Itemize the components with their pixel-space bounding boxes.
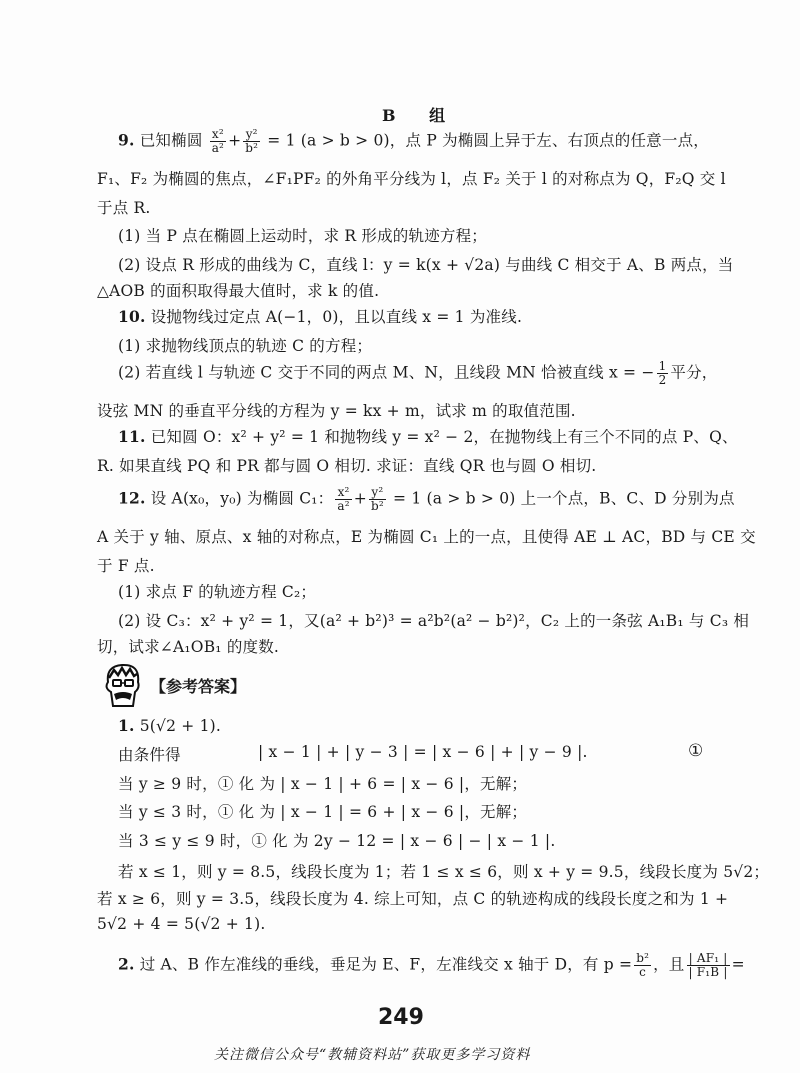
fraction: $\frac{\text{x²}}{\text{a²}}$: [337, 485, 350, 513]
fraction: $\frac{\text{| AF₁ |}}{\text{| F₁B |}}$: [688, 951, 728, 979]
answer-2: 2. 过 A、B 作左准线的垂线，垂足为 E、F，左准线交 x 轴于 D，有 p = $\frac{\text{b²}}{c}$ ，且 $\frac{\text{| AF₁ |}}{\text{| F₁B |}}$ =: [118, 951, 745, 979]
answer-1-condition-equation: | x − 1 | + | y − 3 | = | x − 6 | + | y − 9 |.: [258, 743, 588, 761]
footer-note: 关注微信公众号“教辅资料站”获取更多学习资料: [214, 1047, 531, 1063]
student-icon: [100, 662, 146, 708]
problem-9-line-1: 9. 已知椭圆 $\frac{\text{x²}}{\text{a²}}$ + $\frac{\text{y²}}{\text{b²}}$ = 1 (a > b > 0)，点 P 为椭圆上异于左、右顶点的任意一点，: [118, 127, 709, 155]
problem-10-part-1: (1) 求抛物线顶点的轨迹 C 的方程；: [118, 337, 373, 355]
section-title: B 组: [382, 106, 460, 125]
problem-10-line-1: 10. 设抛物线过定点 A(−1，0)，且以直线 x = 1 为准线.: [118, 307, 523, 326]
problem-9-part-2: (2) 设点 R 形成的曲线为 C，直线 l：y = k(x + √2a) 与曲线 C 相交于 A、B 两点，当: [118, 256, 734, 274]
problem-number: 11.: [118, 427, 146, 446]
equation-marker: ①: [688, 741, 704, 761]
answer-number: 1.: [118, 716, 135, 735]
problem-12-part-1: (1) 求点 F 的轨迹方程 C₂；: [118, 583, 317, 601]
problem-9-part-1: (1) 当 P 点在椭圆上运动时，求 R 形成的轨迹方程；: [118, 227, 487, 245]
answer-1-case-1: 当 y ≥ 9 时，① 化 为 | x − 1 | + 6 = | x − 6 |，无解；: [118, 775, 528, 793]
fraction: $\frac{\text{y²}}{\text{b²}}$: [245, 127, 259, 155]
problem-11-line-2: R. 如果直线 PQ 和 PR 都与圆 O 相切. 求证：直线 QR 也与圆 O 相切.: [97, 457, 597, 475]
problem-9-part-2-cont: △AOB 的面积取得最大值时，求 k 的值.: [97, 282, 380, 300]
answer-1-condition-label: 由条件得: [118, 746, 181, 764]
problem-12-line-2: A 关于 y 轴、原点、x 轴的对称点，E 为椭圆 C₁ 上的一点，且使得 AE ⊥ AC，BD 与 CE 交: [97, 528, 756, 546]
fraction: $\frac{1}{2}$: [658, 359, 667, 387]
problem-number: 12.: [118, 488, 146, 508]
problem-9-line-2: F₁、F₂ 为椭圆的焦点，∠F₁PF₂ 的外角平分线为 l，点 F₂ 关于 l 的对称点为 Q，F₂Q 交 l: [97, 170, 726, 188]
problem-10-part-2-cont: 设弦 MN 的垂直平分线的方程为 y = kx + m，试求 m 的取值范围.: [97, 402, 576, 420]
problem-9-line-3: 于点 R.: [97, 199, 151, 217]
problem-12-line-1: 12. 设 A(x₀，y₀) 为椭圆 C₁： $\frac{\text{x²}}{\text{a²}}$ + $\frac{\text{y²}}{\text{b²}}$ = 1 (a > b > 0) 上一个点，B、C、D 分别为点: [118, 485, 735, 513]
problem-12-part-2: (2) 设 C₃：x² + y² = 1，又(a² + b²)³ = a²b²(a² − b²)²，C₂ 上的一条弦 A₁B₁ 与 C₃ 相: [118, 612, 750, 630]
answer-1-para-1: 若 x ≤ 1，则 y = 8.5，线段长度为 1；若 1 ≤ x ≤ 6，则 x + y = 9.5，线段长度为 5√2；: [118, 863, 770, 881]
fraction: $\frac{\text{x²}}{\text{a²}}$: [211, 127, 225, 155]
answers-header: 【参考答案】: [150, 677, 247, 696]
problem-12-line-3: 于 F 点.: [97, 557, 155, 575]
problem-11-line-1: 11. 已知圆 O：x² + y² = 1 和抛物线 y = x² − 2，在抛物线上有三个不同的点 P、Q、: [118, 427, 738, 446]
answer-1: 1. 5(√2 + 1).: [118, 716, 222, 735]
fraction: $\frac{\text{b²}}{c}$: [636, 951, 650, 979]
problem-number: 10.: [118, 307, 146, 326]
answer-number: 2.: [118, 954, 135, 974]
page-number: 249: [378, 1005, 424, 1030]
answer-1-para-3: 5√2 + 4 = 5(√2 + 1).: [97, 915, 266, 933]
fraction: $\frac{\text{y²}}{\text{b²}}$: [370, 485, 384, 513]
problem-number: 9.: [118, 130, 135, 150]
answer-1-para-2: 若 x ≥ 6，则 y = 3.5，线段长度为 4. 综上可知，点 C 的轨迹构成的线段长度之和为 1 +: [97, 890, 729, 908]
answer-1-case-2: 当 y ≤ 3 时，① 化 为 | x − 1 | = 6 + | x − 6 |，无解；: [118, 803, 528, 821]
problem-10-part-2: (2) 若直线 l 与轨迹 C 交于不同的两点 M、N，且线段 MN 恰被直线 x = − $\frac{1}{2}$ 平分，: [118, 359, 718, 387]
answer-1-case-3: 当 3 ≤ y ≤ 9 时，① 化 为 2y − 12 = | x − 6 | − | x − 1 |.: [118, 832, 556, 850]
problem-12-part-2-cont: 切，试求∠A₁OB₁ 的度数.: [97, 638, 280, 656]
